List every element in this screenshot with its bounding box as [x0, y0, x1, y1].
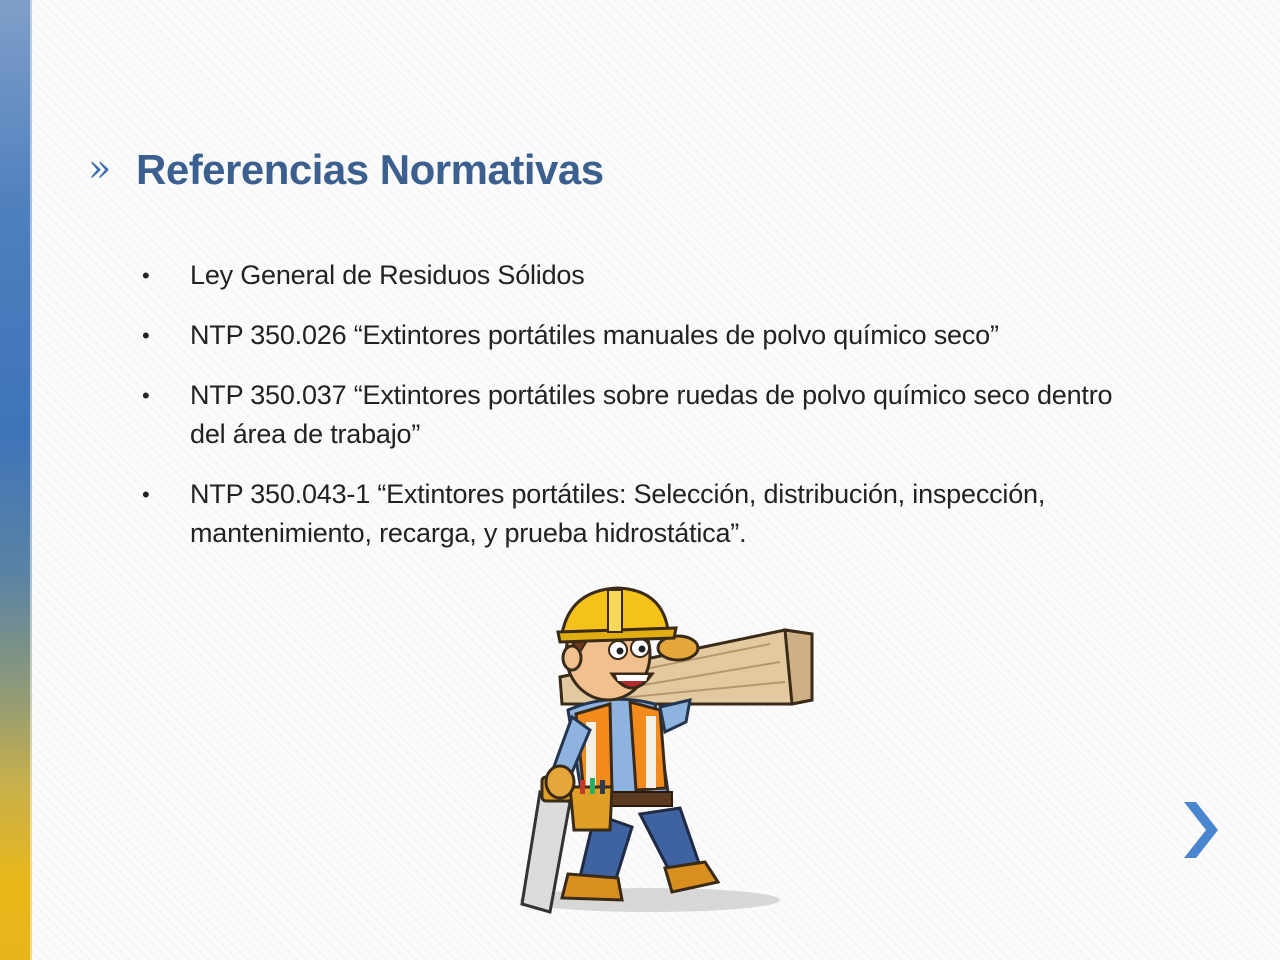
- bullet-text: NTP 350.026 “Extintores portátiles manuales de polvo químico seco”: [190, 320, 999, 350]
- bullet-dot: •: [142, 323, 150, 348]
- bullet-item: [140, 316, 1140, 355]
- bullet-item: [140, 256, 1140, 295]
- double-chevron-icon: »: [88, 146, 112, 190]
- bullet-dot: •: [142, 482, 150, 507]
- bullet-text: NTP 350.043-1 “Extintores portátiles: Selección, distribución, inspección, mantenimiento, recarga, y prueba hidrostática”.: [190, 479, 1046, 548]
- side-gradient-bar: [0, 0, 32, 960]
- bullet-item: [140, 475, 1140, 553]
- bullet-dot: •: [142, 263, 150, 288]
- bullet-text: Ley General de Residuos Sólidos: [190, 260, 585, 290]
- bullet-item: [140, 376, 1140, 454]
- slide-title: Referencias Normativas: [136, 146, 604, 193]
- chevron-right-icon[interactable]: [1176, 796, 1224, 864]
- bullet-dot: •: [142, 383, 150, 408]
- bullet-text: NTP 350.037 “Extintores portátiles sobre ruedas de polvo químico seco dentro del área de trabajo”: [190, 380, 1113, 449]
- bullet-list: [140, 256, 1140, 574]
- slide-title-row: [88, 140, 604, 200]
- construction-worker-illustration: [500, 582, 820, 917]
